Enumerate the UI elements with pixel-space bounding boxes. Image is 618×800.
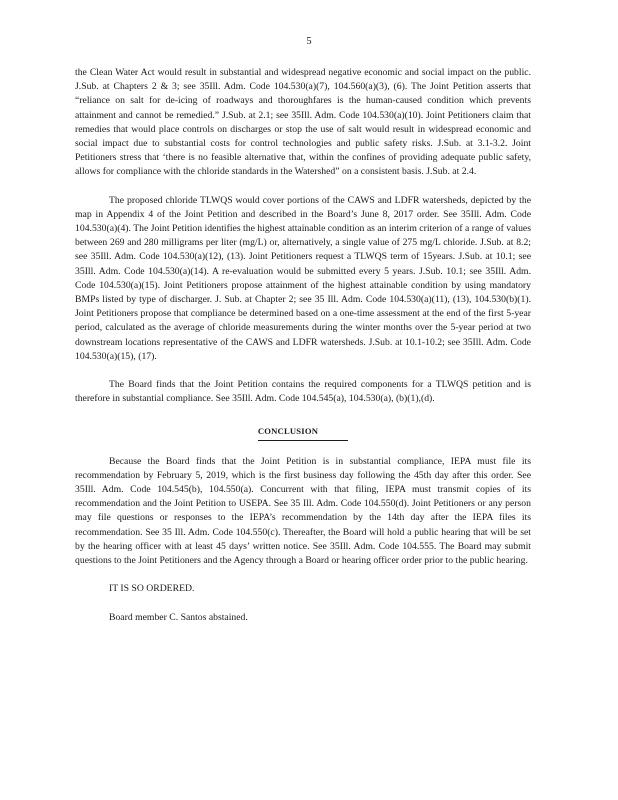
paragraph-board-finding: The Board finds that the Joint Petition contains the required components for a TLWQS petition and is therefore in substantial compliance. See 35Ill. Adm. Code 104.545(a), 104.530(a), (b)(1),(d). [75, 379, 531, 405]
ordered-statement: IT IS SO ORDERED. [109, 583, 195, 595]
paragraph-conclusion: Because the Board finds that the Joint Petition is in substantial compliance, IEPA must file its recommendation by February 5, 2019, which is the first business day following the 45th day after this order. See 35Ill. Adm. Code 104.545(b), 104.550(a). Concurrent with that filing, IEPA must transmit copies of its recommendation and the Joint Petition to USEPA. See 35 Ill. Adm. Code 104.550(d). Joint Petitioners or any person may file questions or responses to the IEPA’s recommendation by the 14th day after the IEPA files its recommendation. See 35 Ill. Adm. Code 104.550(c). Thereafter, the Board will hold a public hearing that will be set by the hearing officer with at least 45 days’ written notice. See 35Ill. Adm. Code 104.555. The Board may submit questions to the Joint Petitioners and the Agency through a Board or hearing officer order prior to the public hearing. [75, 455, 531, 567]
abstention-note: Board member C. Santos abstained. [109, 611, 248, 623]
conclusion-heading-text: CONCLUSION [258, 424, 348, 440]
paragraph-impact: the Clean Water Act would result in substantial and widespread negative economic and social impact on the public. J.Sub. at Chapters 2 & 3; see 35Ill. Adm. Code 104.530(a)(7), 104.560(a)(3), (6). The Joint Petition asserts that “reliance on salt for de-icing of roadways and thoroughfares is the human-caused condition which prevents attainment and cannot be remedied.” J.Sub. at 2.1; see 35Ill. Adm. Code 104.530(a)(10). Joint Petitioners claim that remedies that would place controls on discharges or stop the use of salt would result in widespread economic and social impact due to substantial costs for control technologies and public safety risks. J.Sub. at 3.1-3.2. Joint Petitioners stress that ‘there is no feasible alternative that, within the confines of providing adequate public safety, allows for compliance with the chloride standards in the Watershed” on a consistent basis. J.Sub. at 2.4. [75, 67, 531, 178]
page-number: 5 [306, 36, 312, 47]
conclusion-heading [75, 424, 531, 440]
document-body [75, 66, 531, 625]
paragraph-proposed-tlwqs: The proposed chloride TLWQS would cover portions of the CAWS and LDFR watersheds, depicted by the map in Appendix 4 of the Joint Petition and described in the Board’s June 8, 2017 order. See 35Ill. Adm. Code 104.530(a)(4). The Joint Petition identifies the highest attainable condition as an interim criterion of a range of values between 269 and 280 milligrams per liter (mg/L) or, alternatively, a single value of 275 mg/L chloride. J.Sub. at 8.2; see 35Ill. Adm. Code 104.530(a)(12), (13). Joint Petitioners request a TLWQS term of 15years. J.Sub. at 10.1; see 35Ill. Adm. Code 104.530(a)(14). A re-evaluation would be submitted every 5 years. J.Sub. 10.1; see 35Ill. Adm. Code 104.530(a)(15). Joint Petitioners propose attainment of the highest attainable condition by using mandatory BMPs listed by type of discharger. J. Sub. at Chapter 2; see 35 Ill. Adm. Code 104.530(a)(11), (13), 104.530(b)(1). Joint Petitioners propose that compliance be determined based on a one-time assessment at the end of the first 5-year period, calculated as the average of chloride measurements during the winter months over the 5-year period at two downstream locations representative of the CAWS and LDFR watersheds. J.Sub. at 10.1-10.2; see 35Ill. Adm. Code 104.530(a)(15), (17). [75, 194, 531, 362]
